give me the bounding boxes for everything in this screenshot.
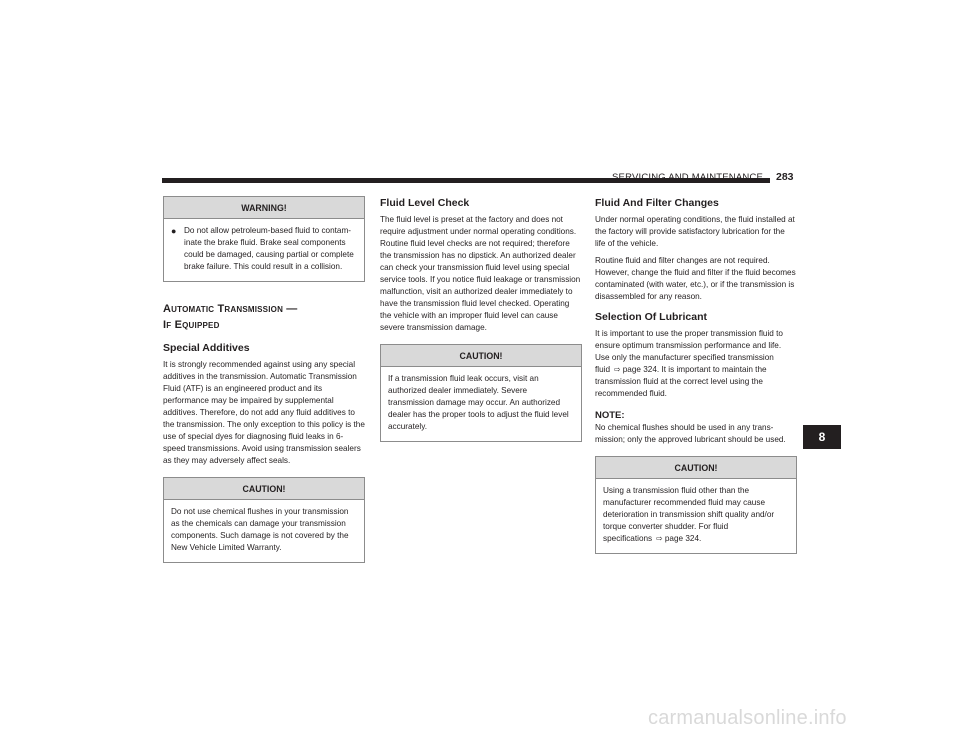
section-title (163, 301, 365, 333)
caution-text-2: If a transmission fluid leak occurs, visit an authorized dealer immediately. Severe transmission damage may occur. An authorized dealer has the proper tools to adjust the fluid level accurately. (388, 374, 569, 431)
section-title-line-2: If Equipped (163, 319, 220, 331)
warning-bullet-item (171, 225, 357, 273)
column-1 (163, 196, 365, 563)
page-reference-link[interactable]: page 324 (664, 534, 700, 543)
caution-text-3: Using a transmission fluid other than the manufacturer recommended fluid may cause deterioration in transmission shift quality and/or torque converter shudder. For fluid specifications ⇨ page 324. (603, 486, 775, 543)
warning-box (163, 196, 365, 282)
section-title-line-1: Automatic Transmission — (163, 303, 298, 315)
special-additives-text: It is strongly recommended against using any special additives in the transmission. Automatic Transmission Fluid (ATF) is an engineered product and its performance may be impaired by supplemental additives. Therefore, do not add any fluid additives to the transmission. The only exception to this policy is the use of special dyes for diagnosing fluid leaks in 6-speed transmissions. Avoid using transmission sealers as they may adversely affect seals. (163, 360, 365, 465)
note-text: No chemical flushes should be used in any trans-mission; only the approved lubricant should be used. (595, 423, 786, 444)
lubricant-text: It is important to use the proper transmission fluid to ensure optimum transmission performance and life. Use only the manufacturer specified transmission fluid ⇨ page 324. It is important to maintain the transmission fluid at the correct level using the recommended fluid. (595, 329, 783, 398)
fluid-filter-text-2: Routine fluid and filter changes are not required. However, change the fluid and filter if the fluid becomes contaminated (with water, etc.), or if the transmission is disassembled for any reason. (595, 256, 796, 301)
page-reference-arrow-icon: ⇨ (614, 365, 621, 374)
fluid-level-text: The fluid level is preset at the factory and does not require adjustment under normal operating conditions. Routine fluid level checks are not required; therefore the transmission has no dipstick. An authorized dealer can check your transmission fluid level using special service tools. If you notice fluid leakage or transmission malfunction, visit an authorized dealer immediately to have the transmission fluid level checked. Operating the vehicle with an improper fluid level can cause severe transmission damage. (380, 215, 581, 332)
fluid-filter-heading: Fluid And Filter Changes (595, 197, 719, 209)
caution-title-1: CAUTION! (164, 478, 364, 500)
warning-title: WARNING! (164, 197, 364, 219)
lubricant-heading: Selection Of Lubricant (595, 311, 708, 323)
bullet-dot-icon: ● (171, 226, 177, 236)
page-reference-arrow-icon: ⇨ (656, 534, 663, 543)
note-label: NOTE: (595, 410, 625, 421)
caution-box-2 (380, 344, 582, 442)
column-2 (380, 196, 582, 442)
warning-text: Do not allow petroleum-based fluid to contam-inate the brake fluid. Brake seal components could be damaged, causing partial or complete brake failure. This could result in a collision. (184, 226, 354, 271)
fluid-level-heading: Fluid Level Check (380, 197, 470, 209)
chapter-tab[interactable]: 8 (803, 425, 841, 449)
page-number: 283 (776, 171, 794, 183)
special-additives-heading: Special Additives (163, 342, 250, 354)
watermark: carmanualsonline.info (648, 707, 847, 729)
caution-title-2: CAUTION! (381, 345, 581, 367)
caution-box-3 (595, 456, 797, 554)
column-3 (595, 196, 797, 554)
fluid-filter-text-1: Under normal operating conditions, the fluid installed at the factory will provide satisfactory lubrication for the life of the vehicle. (595, 215, 795, 248)
caution-title-3: CAUTION! (596, 457, 796, 479)
caution-text-1: Do not use chemical flushes in your transmission as the chemicals can damage your transmission components. Such damage is not covered by the New Vehicle Limited Warranty. (171, 507, 349, 552)
page-reference-link[interactable]: page 324 (622, 365, 657, 374)
running-header: SERVICING AND MAINTENANCE (612, 172, 764, 183)
caution-box-1 (163, 477, 365, 563)
